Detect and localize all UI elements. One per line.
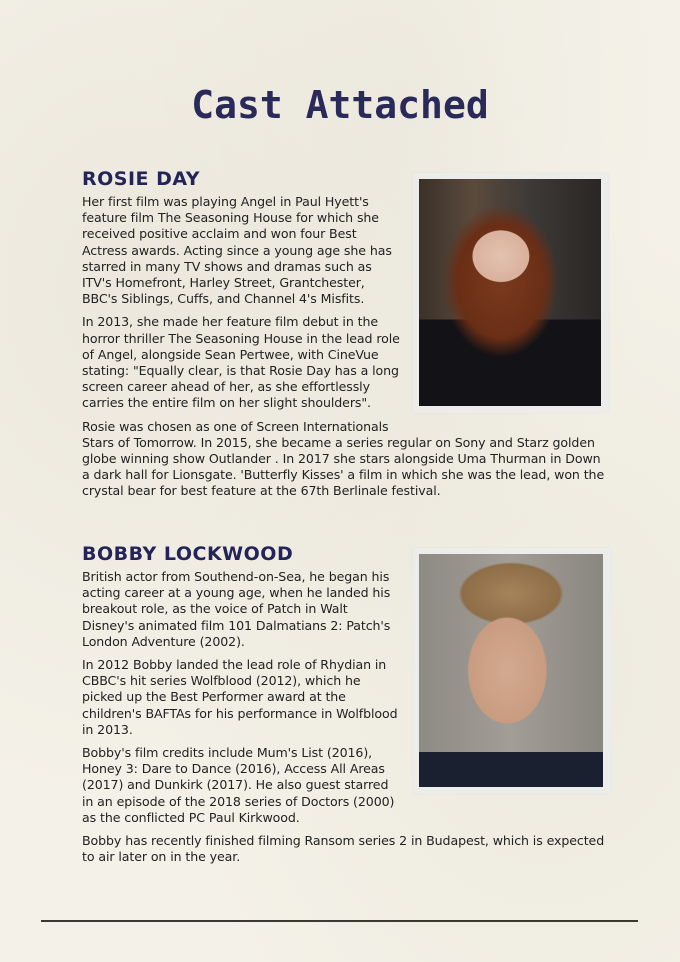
bio-paragraph: In 2013, she made her feature film debut in the horror thriller The Seasoning House in the lead role of Angel, alongside Sean Pertwee, with CineVue stating: "Equally clear, is that Rosie Day has a long screen career ahead of her, as she effortlessly carries the entire film on her slight shoulders".	[82, 314, 400, 411]
photo-frame-bobby-lockwood	[413, 548, 611, 794]
bio-paragraph: Her first film was playing Angel in Paul Hyett's feature film The Seasoning House for which she received positive acclaim and won four Best Actress awards. Acting since a young age she has starred in many TV shows and dramas such as ITV's Homefront, Harley Street, Grantchester, BBC's Siblings, Cuffs, and Channel 4's Misfits.	[82, 194, 392, 307]
bio-paragraph: Rosie was chosen as one of Screen Internationals	[82, 418, 389, 434]
rosie-day-headshot-image	[419, 179, 601, 406]
footer-divider	[41, 920, 638, 922]
bobby-lockwood-headshot-image	[419, 554, 603, 787]
bio-paragraph: Bobby's film credits include Mum's List (2016), Honey 3: Dare to Dance (2016), Access All Areas (2017) and Dunkirk (2017). He also guest starred in an episode of the 2018 series of Doctors (2000) as the conflicted PC Paul Kirkwood.	[82, 745, 395, 825]
photo-frame-rosie-day	[413, 173, 609, 413]
bio-paragraph: Bobby has recently finished filming Ransom series 2 in Budapest, which is expected to air later on in the year.	[82, 833, 605, 865]
bio-paragraph: In 2012 Bobby landed the lead role of Rhydian in CBBC's hit series Wolfblood (2012), which he picked up the Best Performer award at the children's BAFTAs for his performance in Wolfblood in 2013.	[82, 657, 398, 737]
cast-name: BOBBY LOCKWOOD	[82, 543, 294, 565]
bio-paragraph: British actor from Southend-on-Sea, he began his acting career at a young age, when he landed his breakout role, as the voice of Patch in Walt Disney's animated film 101 Dalmatians 2: Patch's London Adventure (2002).	[82, 569, 391, 649]
bio-paragraph: Stars of Tomorrow. In 2015, she became a series regular on Sony and Starz golden globe winning show Outlander . In 2017 she stars alongside Uma Thurman in Down a dark hall for Lionsgate. 'Butterfly Kisses' a film in which she was the lead, won the crystal bear for best feature at the 67th Berlinale festival.	[82, 434, 605, 499]
page-title: Cast Attached	[191, 83, 489, 128]
cast-name: ROSIE DAY	[82, 168, 201, 190]
